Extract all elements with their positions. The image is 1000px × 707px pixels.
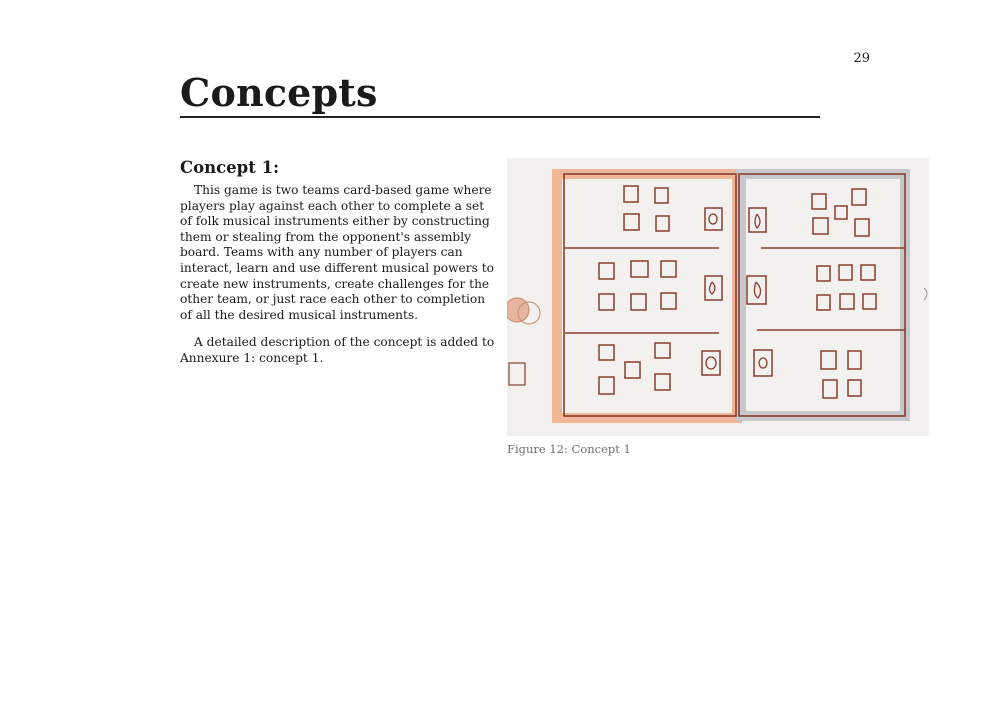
body-text	[180, 183, 498, 379]
figure-sketch	[507, 158, 929, 436]
game-board-sketch	[507, 158, 929, 436]
page-title: Concepts	[180, 70, 378, 115]
paragraph: This game is two teams card-based game where players play against each other to complete a set of folk musical instruments either by constructing them or stealing from the opponent's assembly board. Teams with any number of players can interact, learn and use different musical powers to create new instruments, create challenges for the other team, or just race each other to completion of all the desired musical instruments.	[180, 183, 494, 322]
page-number: 29	[853, 51, 870, 66]
paragraph: A detailed description of the concept is added to Annexure 1: concept 1.	[180, 335, 495, 365]
figure-caption: Figure 12: Concept 1	[507, 442, 631, 456]
section-heading: Concept 1:	[180, 158, 280, 177]
title-rule	[180, 116, 820, 118]
